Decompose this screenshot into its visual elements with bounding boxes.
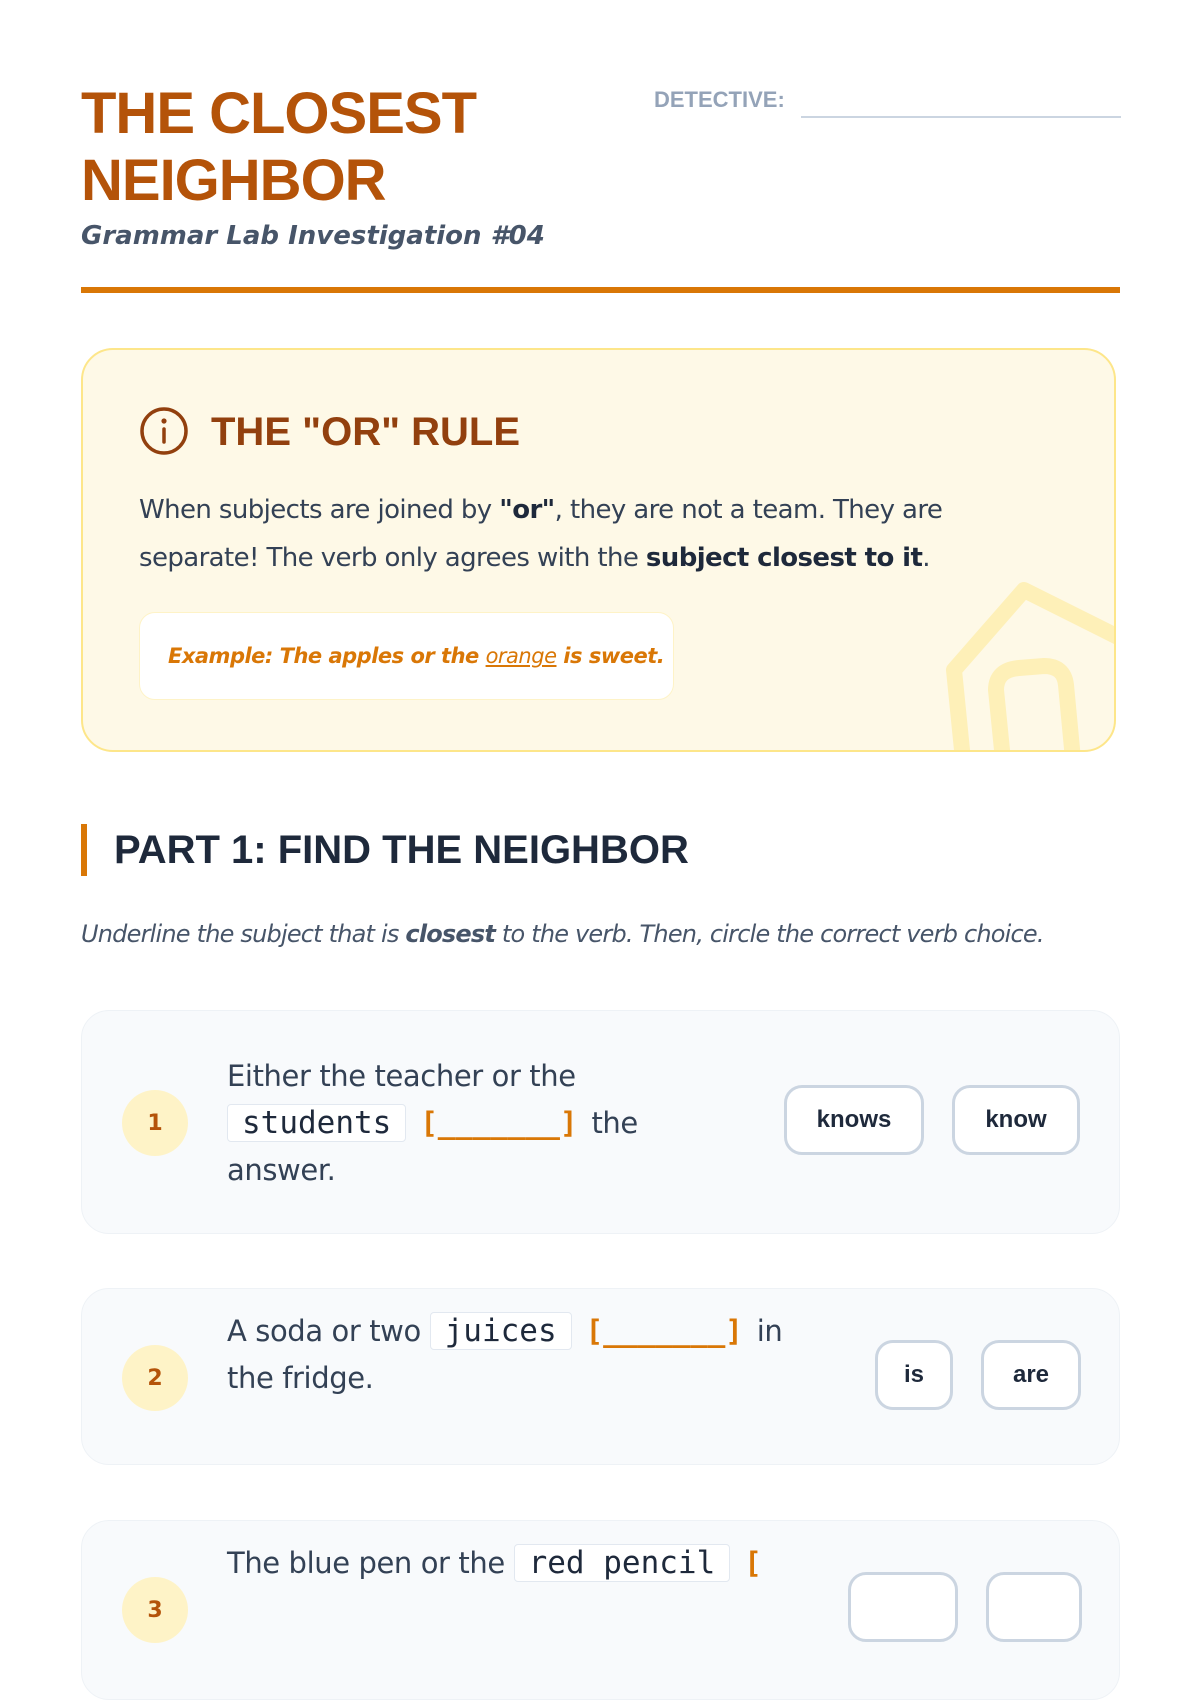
rule-text-part: When subjects are joined by [139,495,500,525]
example-box [139,612,674,700]
example-prefix: Example: The apples or the [168,644,486,668]
detective-label: DETECTIVE: [654,87,785,112]
subject-word[interactable]: red pencil [514,1544,731,1582]
worksheet-header [81,80,1120,292]
verb-choice-button[interactable]: knows [784,1085,924,1155]
example-verb: is [556,644,583,668]
question-sentence [227,1540,827,1587]
instructions-part: Underline the subject that is [81,920,406,948]
rule-text-part: . [922,543,930,573]
rule-keyword-closest: subject closest to it [645,543,923,573]
or-rule-callout [81,348,1116,752]
question-card [81,1288,1120,1465]
rule-text-part: , they are not a team. They are separate! The verb only agrees with the [139,495,943,573]
part1-title: PART 1: FIND THE NEIGHBOR [114,828,689,872]
question-sentence [227,1308,827,1402]
sentence-end: the answer. [227,1106,638,1187]
rule-explanation [139,486,1049,582]
detective-name-field[interactable] [801,116,1121,118]
rule-title: THE "OR" RULE [211,410,521,454]
verb-choice-button[interactable]: is [875,1340,953,1410]
info-icon [139,406,189,456]
subject-word[interactable]: juices [430,1312,572,1350]
sentence-start: Either the teacher or the [227,1059,576,1093]
instructions-keyword: closest [405,920,496,948]
question-card [81,1520,1120,1700]
sentence-start: The blue pen or the [227,1546,514,1580]
worksheet-title: THE CLOSEST NEIGHBOR [81,81,477,213]
rule-keyword-or: "or" [499,495,555,525]
verb-choice-button[interactable] [986,1572,1082,1642]
verb-blank[interactable]: [ [744,1546,762,1580]
instructions-part: to the verb. Then, circle the correct verb choice. [495,920,1044,948]
part1-instructions [81,918,1044,950]
question-card [81,1010,1120,1234]
example-subject: orange [485,644,557,668]
sentence-end: in the fridge. [227,1314,783,1395]
example-sentence [168,641,664,671]
question-sentence [227,1053,687,1194]
sentence-start: A soda or two [227,1314,430,1348]
verb-blank[interactable]: [_______] [420,1106,578,1140]
question-number: 1 [122,1090,188,1156]
verb-choice-button[interactable] [848,1572,958,1642]
subject-word[interactable]: students [227,1104,406,1142]
question-number: 2 [122,1345,188,1411]
header-divider [81,287,1120,293]
house-icon [934,570,1116,752]
question-number: 3 [122,1577,188,1643]
verb-choice-button[interactable]: are [981,1340,1081,1410]
verb-blank[interactable]: [_______] [585,1314,743,1348]
part1-accent-bar [81,824,87,876]
example-suffix: sweet. [582,644,665,668]
verb-choice-button[interactable]: know [952,1085,1080,1155]
worksheet-subtitle: Grammar Lab Investigation #04 [81,221,545,251]
part1-heading [81,824,1120,876]
worksheet-page [81,0,1120,1623]
rule-heading [139,406,839,458]
